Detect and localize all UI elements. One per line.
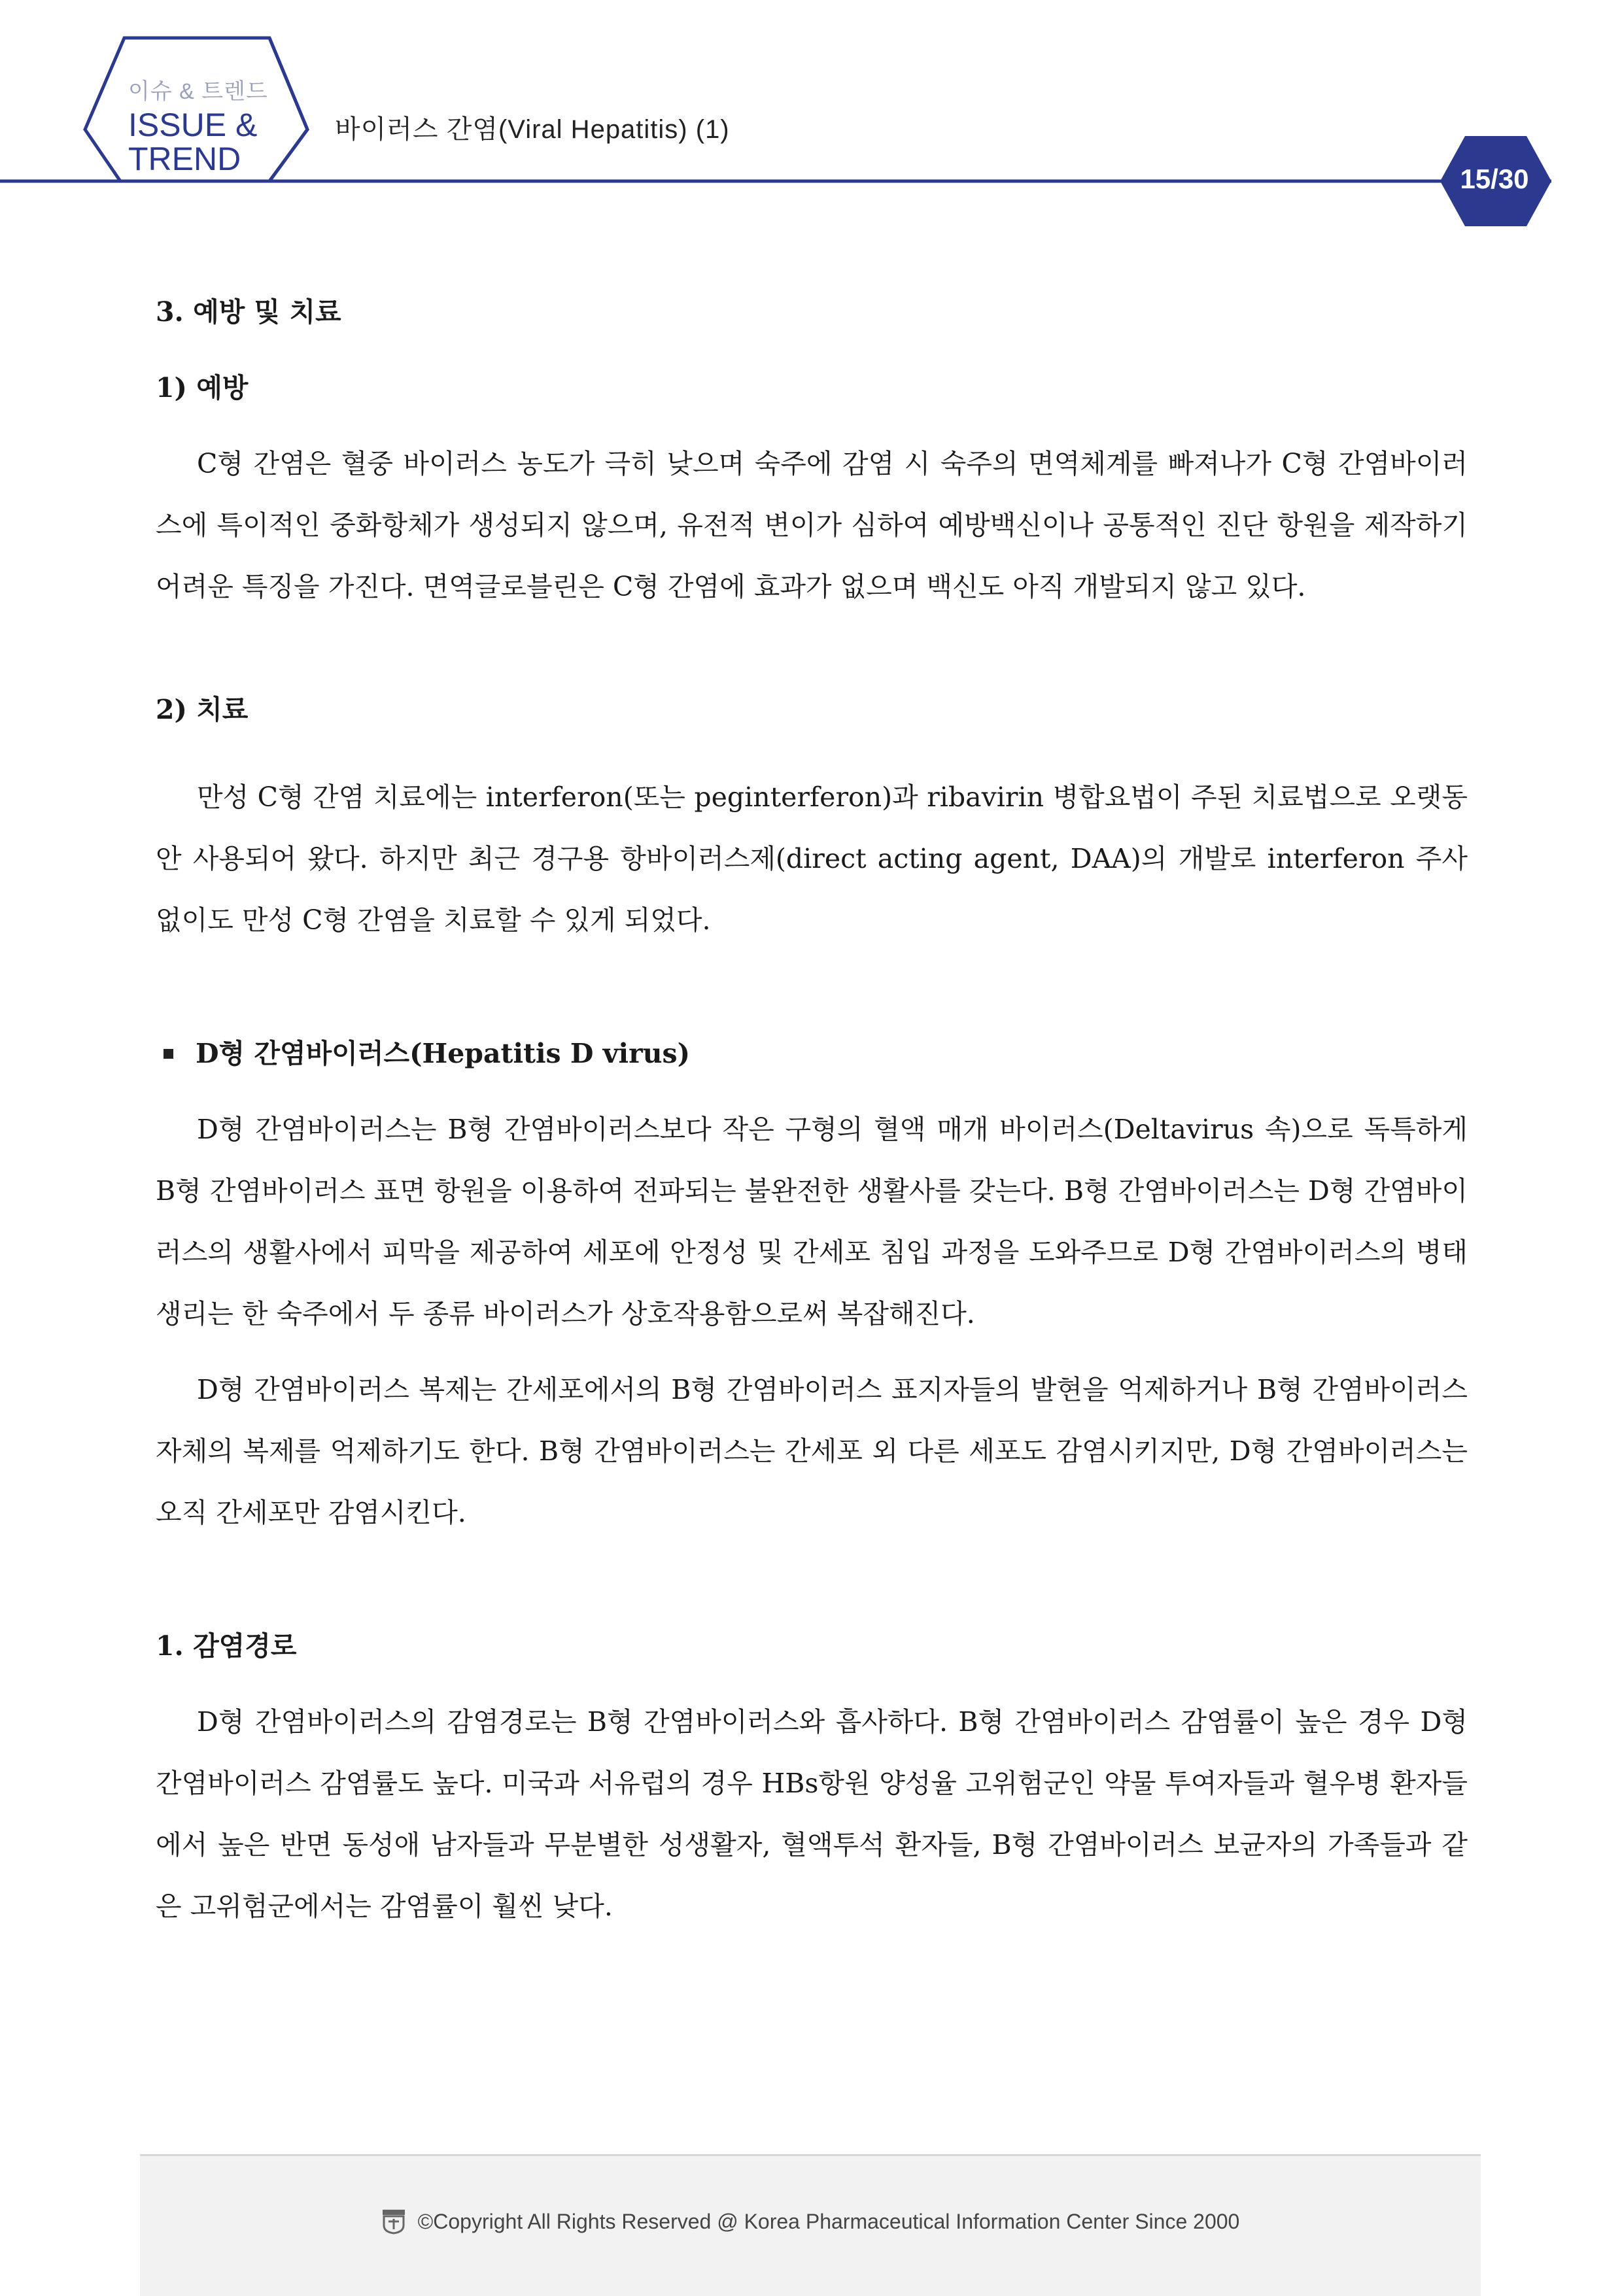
page-header: [0, 0, 1622, 235]
hdv-heading-text: D형 간염바이러스(Hepatitis D virus): [196, 1038, 691, 1069]
copyright-text: ©Copyright All Rights Reserved @ Korea Pharmaceutical Information Center Since 2000: [417, 2209, 1240, 2233]
logo-line-trend: TREND: [128, 141, 241, 177]
footer-row: [140, 2208, 1481, 2235]
main-content: [156, 281, 1468, 1937]
paragraph-prevention: C형 간염은 혈중 바이러스 농도가 극히 낮으며 숙주에 감염 시 숙주의 면역체계를 빠져나가 C형 간염바이러스에 특이적인 중화항체가 생성되지 않으며, 유전적 변이가 심하여 예방백신이나 공통적인 진단 항원을 제작하기 어려운 특징을 가진다. 면역글로블린은 C형 간염에 효과가 없으며 백신도 아직 개발되지 않고 있다.: [156, 448, 1468, 602]
logo-line-issue: ISSUE &: [128, 107, 258, 143]
page-number: 15/30: [1460, 163, 1529, 194]
hdv-heading: [156, 1023, 1468, 1084]
logo-subtitle: 이슈 & 트렌드: [128, 79, 268, 104]
paragraph-infection-route: D형 간염바이러스의 감염경로는 B형 간염바이러스와 흡사하다. B형 간염바이러스 감염률이 높은 경우 D형 간염바이러스 감염률도 높다. 미국과 서유럽의 경우 HBs항원 양성율 고위험군인 약물 투여자들과 혈우병 환자들에서 높은 반면 동성애 남자들과 무분별한 성생활자, 혈액투석 환자들, B형 간염바이러스 보균자의 가족들과 같은 고위험군에서는 감염률이 훨씬 낮다.: [156, 1706, 1468, 1922]
square-bullet-icon: [164, 1049, 173, 1059]
document-title: 바이러스 간염(Viral Hepatitis) (1): [335, 115, 730, 144]
subheading-treatment: 2) 치료: [156, 694, 249, 725]
page-footer: [140, 2154, 1481, 2296]
section-heading-prevention-treatment: 3. 예방 및 치료: [156, 296, 341, 328]
kpic-emblem-icon: [381, 2208, 406, 2235]
section-heading-infection-route: 1. 감염경로: [156, 1630, 297, 1662]
subheading-prevention: 1) 예방: [156, 372, 249, 403]
paragraph-treatment: 만성 C형 간염 치료에는 interferon(또는 peginterferon)과 ribavirin 병합요법이 주된 치료법으로 오랫동안 사용되어 왔다. 하지만 최근 경구용 항바이러스제(direct acting agent, DAA)의 개발로 interferon 주사 없이도 만성 C형 간염을 치료할 수 있게 되었다.: [156, 781, 1468, 936]
paragraph-hdv-2: D형 간염바이러스 복제는 간세포에서의 B형 간염바이러스 표지자들의 발현을 억제하거나 B형 간염바이러스 자체의 복제를 억제하기도 한다. B형 간염바이러스는 간세포 외 다른 세포도 감염시키지만, D형 간염바이러스는 오직 간세포만 감염시킨다.: [156, 1374, 1468, 1528]
paragraph-hdv-1: D형 간염바이러스는 B형 간염바이러스보다 작은 구형의 혈액 매개 바이러스(Deltavirus 속)으로 독특하게 B형 간염바이러스 표면 항원을 이용하여 전파되는 불완전한 생활사를 갖는다. B형 간염바이러스는 D형 간염바이러스의 생활사에서 피막을 제공하여 세포에 안정성 및 간세포 침입 과정을 도와주므로 D형 간염바이러스의 병태생리는 한 숙주에서 두 종류 바이러스가 상호작용함으로써 복잡해진다.: [156, 1114, 1468, 1329]
